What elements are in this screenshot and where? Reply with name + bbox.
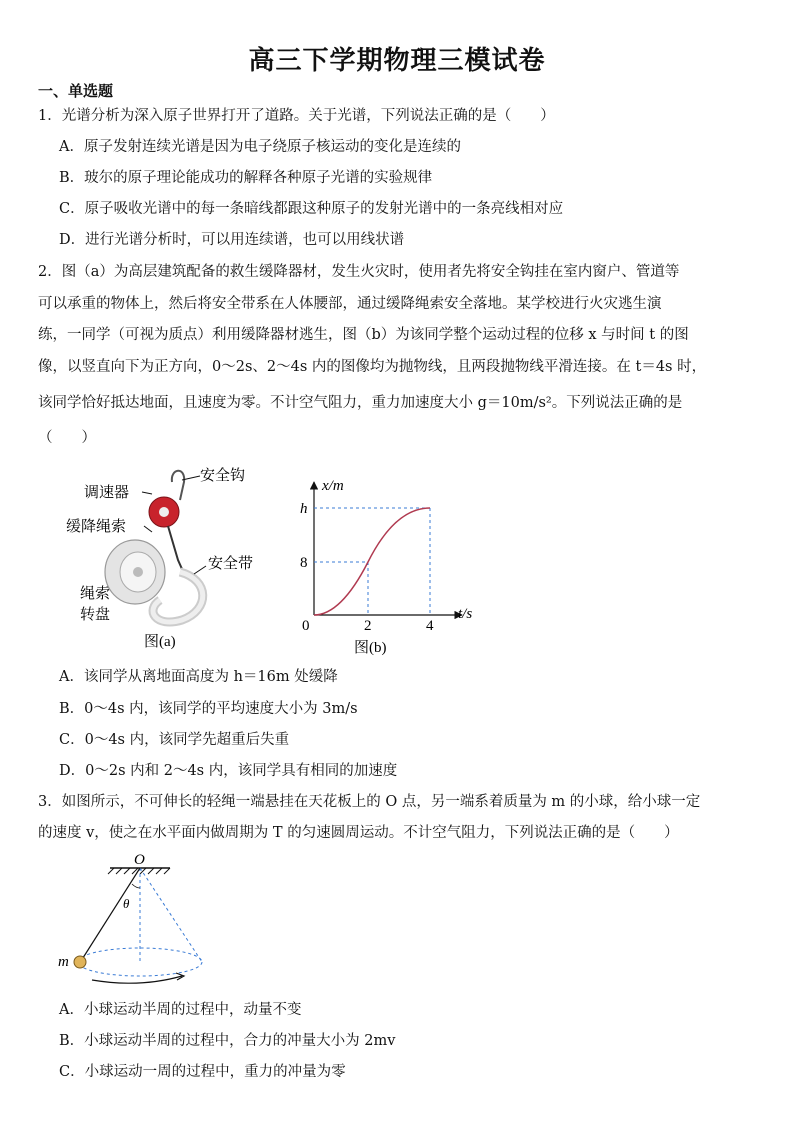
q3-option-b: B．小球运动半周的过程中，合力的冲量大小为 2mv [59, 1033, 396, 1049]
q1-option-c: C．原子吸收光谱中的每一条暗线都跟这种原子的发射光谱中的一条亮线相对应 [59, 201, 564, 217]
string [81, 868, 140, 961]
ball-icon [74, 956, 86, 968]
q2-stem-line-2: 可以承重的物体上，然后将安全带系在人体腰部，通过缓降绳索安全落地。某学校进行火灾逃生演 [38, 296, 662, 312]
label-rope: 绳索 [80, 586, 111, 602]
q1-stem: 1．光谱分析为深入原子世界打开了道路。关于光谱，下列说法正确的是（ ） [38, 108, 555, 124]
x-tick-2: 2 [364, 618, 372, 634]
figure-b [292, 472, 492, 662]
figure-a [60, 460, 280, 660]
label-speed-regulator: 调速器 [84, 485, 130, 501]
q3-stem-line-2: 的速度 v，使之在水平面内做周期为 T 的匀速圆周运动。不计空气阻力，下列说法正确的是（ ） [38, 825, 679, 841]
q3-option-a: A．小球运动半周的过程中，动量不变 [59, 1002, 302, 1018]
q2-stem-line-1: 2．图（a）为高层建筑配备的救生缓降器材，发生火灾时，使用者先将安全钩挂在室内窗户、管道等 [38, 264, 680, 280]
page-title: 高三下学期物理三模试卷 [248, 46, 546, 76]
q2-stem-line-6: （ ） [38, 430, 96, 446]
figure-a-caption: 图(a) [144, 634, 176, 650]
q2-option-d: D．0～2s 内和 2～4s 内，该同学具有相同的加速度 [59, 763, 398, 779]
q3-stem-line-1: 3．如图所示，不可伸长的轻绳一端悬挂在天花板上的 O 点，另一端系着质量为 m 的小球，给小球一定 [38, 794, 701, 810]
y-tick-h: h [300, 501, 308, 517]
q1-option-a: A．原子发射连续光谱是因为电子绕原子核运动的变化是连续的 [59, 139, 461, 155]
rotation-arrow-icon [92, 976, 182, 983]
x-t-curve [314, 508, 430, 615]
q2-option-c: C．0～4s 内，该同学先超重后失重 [59, 732, 290, 748]
q1-option-d: D．进行光谱分析时，可以用连续谱，也可以用线状谱 [59, 232, 405, 248]
q2-stem-line-5: 该同学恰好抵达地面，且速度为零。不计空气阻力，重力加速度大小 g＝10m/s²。下列说法正确的是 [38, 395, 683, 411]
label-turntable: 转盘 [80, 607, 111, 623]
label-safety-belt: 安全带 [208, 556, 254, 572]
label-theta: θ [123, 896, 130, 911]
label-descent-rope: 缓降绳索 [66, 519, 127, 535]
hook-icon [172, 471, 184, 500]
label-O: O [134, 852, 145, 868]
label-m: m [58, 954, 69, 970]
section-heading: 一、单选题 [38, 82, 114, 100]
x-axis-label: t/s [458, 606, 473, 622]
figure-conical-pendulum [52, 848, 222, 988]
q1-option-b: B．玻尔的原子理论能成功的解释各种原子光谱的实验规律 [59, 170, 433, 186]
q2-stem-line-4: 像，以竖直向下为正方向，0～2s、2～4s 内的图像均为抛物线，且两段抛物线平滑连接。在 t＝4s 时， [38, 359, 707, 375]
q2-option-b: B．0～4s 内，该同学的平均速度大小为 3m/s [59, 701, 358, 717]
x-tick-4: 4 [426, 618, 434, 634]
x-tick-0: 0 [302, 618, 310, 634]
q3-option-c: C．小球运动一周的过程中，重力的冲量为零 [59, 1064, 346, 1080]
y-tick-8: 8 [300, 555, 308, 571]
q2-option-a: A．该同学从离地面高度为 h＝16m 处缓降 [59, 669, 338, 685]
q2-stem-line-3: 练，一同学（可视为质点）利用缓降器材逃生，图（b）为该同学整个运动过程的位移 x 与时间 t 的图 [38, 327, 689, 343]
y-axis-label: x/m [322, 478, 344, 494]
label-safety-hook: 安全钩 [200, 468, 246, 484]
figure-b-caption: 图(b) [354, 640, 387, 656]
